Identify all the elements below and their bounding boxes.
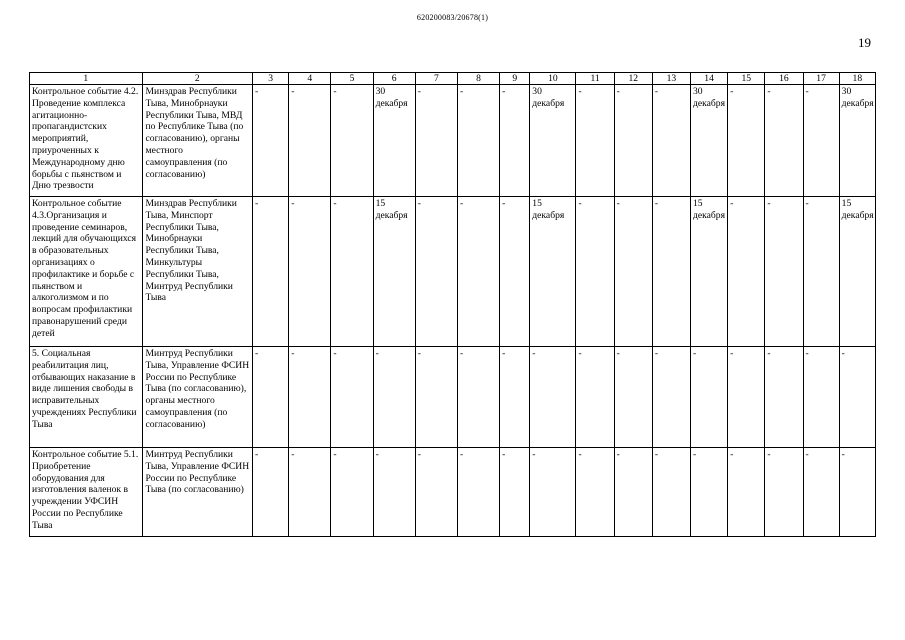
header-cell: 15 [728, 73, 765, 85]
period-cell: - [691, 448, 728, 537]
page-number: 19 [858, 35, 871, 50]
period-cell: - [614, 197, 652, 347]
period-cell: - [289, 197, 331, 347]
period-cell: - [253, 85, 289, 197]
period-cell: - [331, 347, 373, 448]
event-cell: Контрольное событие 4.3.Организация и проведение семинаров, лекций для обучающихся в образовательных организациях о профилактике и борьбе с пьянством и алкоголизмом и по вопросам профилактики правонарушений среди детей [30, 197, 143, 347]
header-cell: 9 [500, 73, 530, 85]
header-cell: 2 [142, 73, 253, 85]
header-cell: 6 [373, 73, 415, 85]
period-cell: - [331, 448, 373, 537]
table-row [30, 85, 876, 197]
header-cell: 13 [652, 73, 690, 85]
period-cell: - [765, 347, 803, 448]
period-cell: - [530, 347, 576, 448]
period-cell: - [803, 197, 839, 347]
period-cell: - [500, 197, 530, 347]
period-cell: - [803, 85, 839, 197]
executor-cell: Минтруд Республики Тыва, Управление ФСИН России по Республике Тыва (по согласованию), органы местного самоуправления (по согласованию) [142, 347, 253, 448]
period-cell: 15 декабря [839, 197, 875, 347]
table-row [30, 448, 876, 537]
period-cell: - [331, 197, 373, 347]
period-cell: - [614, 448, 652, 537]
header-cell: 11 [576, 73, 614, 85]
header-row [30, 73, 876, 85]
period-cell: - [415, 85, 457, 197]
header-cell: 16 [765, 73, 803, 85]
period-cell: - [415, 347, 457, 448]
period-cell: - [457, 197, 499, 347]
period-cell: 30 декабря [691, 85, 728, 197]
period-cell: 30 декабря [530, 85, 576, 197]
period-cell: - [253, 197, 289, 347]
period-cell: - [373, 347, 415, 448]
period-cell: - [652, 197, 690, 347]
period-cell: - [457, 347, 499, 448]
period-cell: 30 декабря [839, 85, 875, 197]
period-cell: - [373, 448, 415, 537]
period-cell: - [500, 85, 530, 197]
period-cell: - [576, 448, 614, 537]
executor-cell: Минтруд Республики Тыва, Управление ФСИН России по Республике Тыва (по согласованию) [142, 448, 253, 537]
executor-cell: Минздрав Республики Тыва, Минспорт Республики Тыва, Минобрнауки Республики Тыва, Минкультуры Республики Тыва, Минтруд Республики Тыва [142, 197, 253, 347]
period-cell: 15 декабря [373, 197, 415, 347]
period-cell: - [614, 85, 652, 197]
period-cell: - [253, 347, 289, 448]
header-cell: 1 [30, 73, 143, 85]
table-row [30, 197, 876, 347]
header-cell: 12 [614, 73, 652, 85]
period-cell: - [415, 197, 457, 347]
period-cell: - [765, 448, 803, 537]
period-cell: - [289, 347, 331, 448]
period-cell: - [728, 197, 765, 347]
executor-cell: Минздрав Республики Тыва, Минобрнауки Республики Тыва, МВД по Республике Тыва (по согласованию), органы местного самоуправления (по согласованию) [142, 85, 253, 197]
period-cell: - [765, 85, 803, 197]
period-cell: - [728, 448, 765, 537]
period-cell: - [691, 347, 728, 448]
period-cell: 15 декабря [691, 197, 728, 347]
period-cell: - [652, 347, 690, 448]
period-cell: - [614, 347, 652, 448]
period-cell: - [803, 347, 839, 448]
period-cell: - [652, 448, 690, 537]
period-cell: - [652, 85, 690, 197]
header-cell: 4 [289, 73, 331, 85]
period-cell: - [728, 347, 765, 448]
document-number: 620200083/20678(1) [416, 13, 489, 22]
event-cell: Контрольное событие 5.1. Приобретение оборудования для изготовления валенок в учреждении УФСИН России по Республике Тыва [30, 448, 143, 537]
period-cell: - [331, 85, 373, 197]
period-cell: - [839, 347, 875, 448]
period-cell: - [839, 448, 875, 537]
header-cell: 3 [253, 73, 289, 85]
header-cell: 8 [457, 73, 499, 85]
period-cell: - [500, 347, 530, 448]
header-cell: 7 [415, 73, 457, 85]
period-cell: - [765, 197, 803, 347]
table-row [30, 347, 876, 448]
header-cell: 18 [839, 73, 875, 85]
header-cell: 5 [331, 73, 373, 85]
period-cell: - [289, 85, 331, 197]
period-cell: 30 декабря [373, 85, 415, 197]
schedule-table [29, 72, 876, 537]
header-cell: 10 [530, 73, 576, 85]
period-cell: - [803, 448, 839, 537]
period-cell: - [576, 197, 614, 347]
period-cell: - [728, 85, 765, 197]
period-cell: - [500, 448, 530, 537]
period-cell: - [457, 85, 499, 197]
period-cell: 15 декабря [530, 197, 576, 347]
period-cell: - [289, 448, 331, 537]
event-cell: 5. Социальная реабилитация лиц, отбывающих наказание в виде лишения свободы в исправительных учреждениях Республики Тыва [30, 347, 143, 448]
period-cell: - [415, 448, 457, 537]
period-cell: - [530, 448, 576, 537]
header-cell: 14 [691, 73, 728, 85]
event-cell: Контрольное событие 4.2. Проведение комплекса агитационно-пропагандистских мероприятий, приуроченных к Международному дню борьбы с пьянством и Дню трезвости [30, 85, 143, 197]
period-cell: - [576, 85, 614, 197]
period-cell: - [253, 448, 289, 537]
header-cell: 17 [803, 73, 839, 85]
period-cell: - [576, 347, 614, 448]
period-cell: - [457, 448, 499, 537]
